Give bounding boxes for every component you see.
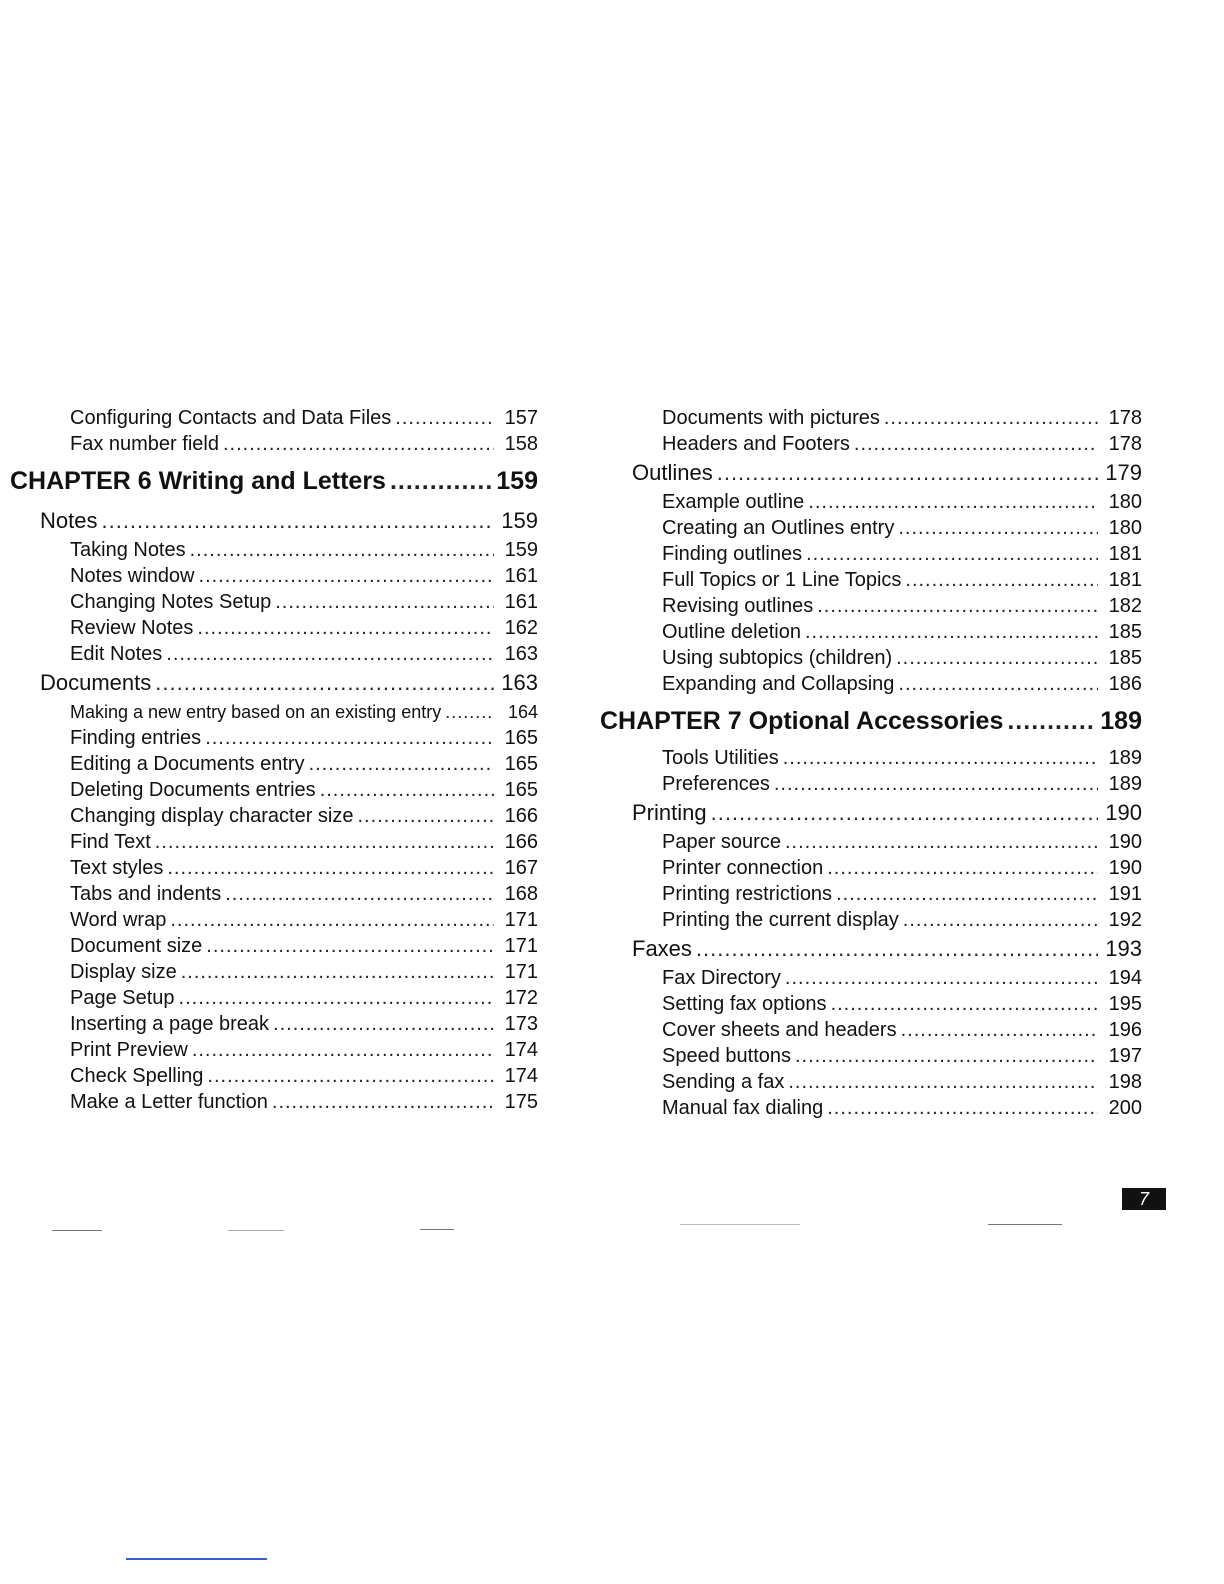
toc-entry-page: 161 — [504, 565, 538, 587]
toc-entry-sub — [10, 985, 538, 1011]
toc-entry-title: Fax Directory — [662, 967, 781, 989]
toc-dot-leader — [795, 1043, 1098, 1069]
toc-entry-page: 182 — [1108, 595, 1142, 617]
toc-dot-leader — [275, 589, 494, 615]
toc-entry-page: 164 — [507, 702, 538, 722]
toc-entry-title: Setting fax options — [662, 993, 827, 1015]
toc-dot-leader — [774, 771, 1098, 797]
toc-dot-leader — [179, 985, 494, 1011]
toc-entry-title: Notes window — [70, 565, 195, 587]
toc-entry-page: 189 — [1100, 707, 1142, 735]
toc-dot-leader — [207, 1063, 494, 1089]
toc-dot-leader — [898, 515, 1098, 541]
toc-dot-leader — [197, 615, 494, 641]
toc-entry-page: 181 — [1108, 543, 1142, 565]
toc-dot-leader — [827, 1095, 1098, 1121]
toc-entry-title: Revising outlines — [662, 595, 814, 617]
toc-dot-leader — [905, 567, 1098, 593]
toc-entry-sub — [600, 1017, 1142, 1043]
toc-entry-title: Printer connection — [662, 857, 824, 879]
toc-entry-page: 159 — [501, 508, 538, 533]
toc-entry-sub — [600, 745, 1142, 771]
toc-entry-title: Find Text — [70, 831, 151, 853]
toc-entry-page: 200 — [1108, 1097, 1142, 1119]
toc-dot-leader — [395, 405, 494, 431]
toc-dot-leader — [903, 907, 1098, 933]
toc-entry-page: 178 — [1108, 407, 1142, 429]
toc-entry-sub — [10, 615, 538, 641]
toc-dot-leader — [170, 907, 494, 933]
toc-entry-section — [600, 797, 1142, 829]
toc-entry-page: 181 — [1108, 569, 1142, 591]
toc-entry-page: 159 — [496, 467, 538, 495]
toc-dot-leader — [817, 593, 1098, 619]
toc-entry-title: Check Spelling — [70, 1065, 204, 1087]
toc-entry-sub — [10, 589, 538, 615]
toc-entry-page: 173 — [504, 1013, 538, 1035]
toc-entry-page: 171 — [504, 935, 538, 957]
toc-entry-title: Document size — [70, 935, 203, 957]
toc-entry-page: 165 — [504, 779, 538, 801]
toc-dot-leader — [805, 619, 1098, 645]
toc-entry-page: 178 — [1108, 433, 1142, 455]
toc-entry-title: Paper source — [662, 831, 781, 853]
toc-entry-page: 167 — [504, 857, 538, 879]
toc-entry-title: Speed buttons — [662, 1045, 791, 1067]
toc-entry-sub — [10, 751, 538, 777]
toc-entry-sub — [600, 405, 1142, 431]
toc-entry-sub — [10, 1011, 538, 1037]
toc-entry-page: 163 — [501, 670, 538, 695]
toc-dot-leader — [181, 959, 494, 985]
toc-dot-leader — [206, 933, 494, 959]
toc-entry-section — [600, 457, 1142, 489]
toc-entry-sub — [600, 1043, 1142, 1069]
toc-entry-title: Faxes — [632, 936, 692, 961]
toc-entry-sub — [10, 699, 538, 725]
toc-dot-leader — [898, 671, 1098, 697]
toc-entry-sub — [10, 777, 538, 803]
toc-entry-title: Manual fax dialing — [662, 1097, 824, 1119]
toc-entry-title: Edit Notes — [70, 643, 163, 665]
toc-entry-sub — [10, 829, 538, 855]
toc-entry-sub — [600, 829, 1142, 855]
toc-dot-leader — [320, 777, 494, 803]
toc-entry-page: 185 — [1108, 647, 1142, 669]
toc-entry-title: Tools Utilities — [662, 747, 779, 769]
toc-entry-page: 195 — [1108, 993, 1142, 1015]
scan-artifact-line — [988, 1224, 1062, 1225]
toc-entry-page: 168 — [504, 883, 538, 905]
toc-entry-chapter — [10, 461, 538, 501]
toc-entry-sub — [10, 1063, 538, 1089]
toc-dot-leader — [155, 829, 494, 855]
toc-entry-title: Display size — [70, 961, 177, 983]
toc-entry-title: Finding entries — [70, 727, 202, 749]
toc-entry-title: Full Topics or 1 Line Topics — [662, 569, 902, 591]
toc-entry-page: 193 — [1105, 936, 1142, 961]
toc-dot-leader — [896, 645, 1098, 671]
toc-entry-section — [10, 505, 538, 537]
toc-dot-leader — [717, 457, 1098, 489]
toc-dot-leader — [788, 1069, 1098, 1095]
toc-entry-title: Sending a fax — [662, 1071, 785, 1093]
toc-entry-title: Inserting a page break — [70, 1013, 270, 1035]
toc-entry-sub — [600, 489, 1142, 515]
toc-entry-sub — [10, 725, 538, 751]
toc-entry-title: Printing — [632, 800, 707, 825]
toc-entry-title: Print Preview — [70, 1039, 188, 1061]
toc-entry-page: 165 — [504, 753, 538, 775]
toc-dot-leader — [273, 1011, 494, 1037]
toc-dot-leader — [808, 489, 1098, 515]
toc-entry-page: 159 — [504, 539, 538, 561]
toc-dot-leader — [785, 829, 1098, 855]
toc-entry-title: Taking Notes — [70, 539, 186, 561]
toc-dot-leader — [445, 699, 494, 725]
toc-entry-title: Fax number field — [70, 433, 219, 455]
toc-entry-sub — [600, 431, 1142, 457]
toc-entry-sub — [600, 541, 1142, 567]
scan-artifact-line — [680, 1224, 800, 1225]
toc-entry-title: Printing the current display — [662, 909, 899, 931]
toc-entry-sub — [600, 991, 1142, 1017]
toc-entry-page: 162 — [504, 617, 538, 639]
toc-entry-title: Expanding and Collapsing — [662, 673, 895, 695]
toc-dot-leader — [390, 461, 492, 501]
toc-entry-sub — [10, 855, 538, 881]
toc-entry-page: 185 — [1108, 621, 1142, 643]
toc-entry-title: Changing display character size — [70, 805, 354, 827]
toc-entry-sub — [600, 771, 1142, 797]
toc-dot-leader — [785, 965, 1098, 991]
toc-entry-title: Finding outlines — [662, 543, 803, 565]
toc-dot-leader — [806, 541, 1098, 567]
toc-entry-title: Documents — [40, 670, 152, 695]
toc-entry-page: 190 — [1108, 857, 1142, 879]
scan-artifact-line — [52, 1230, 102, 1231]
toc-entry-sub — [600, 619, 1142, 645]
toc-entry-section — [10, 667, 538, 699]
toc-entry-page: 165 — [504, 727, 538, 749]
toc-entry-page: 191 — [1108, 883, 1142, 905]
toc-entry-sub — [10, 641, 538, 667]
toc-dot-leader — [223, 431, 494, 457]
toc-entry-sub — [10, 405, 538, 431]
toc-dot-leader — [155, 667, 494, 699]
toc-entry-page: 190 — [1108, 831, 1142, 853]
toc-entry-page: 190 — [1105, 800, 1142, 825]
toc-entry-sub — [600, 965, 1142, 991]
toc-entry-title: Outline deletion — [662, 621, 801, 643]
toc-dot-leader — [854, 431, 1098, 457]
toc-entry-page: 180 — [1108, 517, 1142, 539]
toc-entry-title: Making a new entry based on an existing entry — [70, 702, 442, 722]
toc-entry-sub — [600, 671, 1142, 697]
toc-entry-page: 197 — [1108, 1045, 1142, 1067]
toc-entry-page: 175 — [504, 1091, 538, 1113]
toc-entry-page: 196 — [1108, 1019, 1142, 1041]
toc-entry-title: Editing a Documents entry — [70, 753, 305, 775]
toc-entry-title: Text styles — [70, 857, 164, 879]
toc-right-column — [600, 405, 1142, 1121]
toc-dot-leader — [1007, 701, 1096, 741]
bottom-rule — [126, 1558, 267, 1560]
toc-entry-chapter — [600, 701, 1142, 741]
toc-entry-title: Review Notes — [70, 617, 194, 639]
toc-entry-page: 189 — [1108, 773, 1142, 795]
toc-entry-page: 171 — [504, 909, 538, 931]
toc-dot-leader — [358, 803, 495, 829]
toc-entry-title: Word wrap — [70, 909, 167, 931]
toc-entry-page: 158 — [504, 433, 538, 455]
toc-entry-sub — [10, 431, 538, 457]
toc-dot-leader — [783, 745, 1098, 771]
toc-dot-leader — [225, 881, 494, 907]
toc-entry-page: 172 — [504, 987, 538, 1009]
toc-left-column — [10, 405, 538, 1115]
toc-entry-sub — [10, 1089, 538, 1115]
toc-entry-title: Notes — [40, 508, 98, 533]
toc-entry-title: CHAPTER 7 Optional Accessories — [600, 707, 1004, 735]
toc-dot-leader — [827, 855, 1098, 881]
toc-entry-title: Cover sheets and headers — [662, 1019, 897, 1041]
toc-entry-title: Changing Notes Setup — [70, 591, 272, 613]
toc-dot-leader — [309, 751, 494, 777]
toc-entry-sub — [10, 907, 538, 933]
toc-entry-page: 157 — [504, 407, 538, 429]
toc-entry-sub — [10, 1037, 538, 1063]
toc-entry-title: Documents with pictures — [662, 407, 880, 429]
toc-entry-page: 189 — [1108, 747, 1142, 769]
toc-entry-page: 192 — [1108, 909, 1142, 931]
toc-dot-leader — [205, 725, 494, 751]
toc-entry-title: Configuring Contacts and Data Files — [70, 407, 392, 429]
toc-entry-page: 186 — [1108, 673, 1142, 695]
toc-dot-leader — [272, 1089, 494, 1115]
toc-entry-sub — [600, 881, 1142, 907]
toc-entry-sub — [600, 1095, 1142, 1121]
page-number-badge: 7 — [1122, 1188, 1166, 1210]
toc-dot-leader — [190, 537, 494, 563]
toc-entry-title: Headers and Footers — [662, 433, 850, 455]
toc-entry-sub — [10, 933, 538, 959]
toc-entry-sub — [10, 881, 538, 907]
toc-dot-leader — [192, 1037, 494, 1063]
toc-entry-page: 174 — [504, 1065, 538, 1087]
toc-entry-page: 161 — [504, 591, 538, 613]
toc-dot-leader — [901, 1017, 1098, 1043]
toc-dot-leader — [711, 797, 1098, 829]
toc-entry-sub — [10, 537, 538, 563]
toc-dot-leader — [696, 933, 1098, 965]
toc-entry-title: Preferences — [662, 773, 770, 795]
toc-entry-sub — [600, 907, 1142, 933]
toc-entry-page: 166 — [504, 805, 538, 827]
toc-entry-page: 194 — [1108, 967, 1142, 989]
toc-entry-sub — [600, 645, 1142, 671]
toc-entry-page: 174 — [504, 1039, 538, 1061]
toc-dot-leader — [831, 991, 1098, 1017]
toc-entry-page: 180 — [1108, 491, 1142, 513]
toc-entry-title: Example outline — [662, 491, 805, 513]
toc-entry-page: 163 — [504, 643, 538, 665]
toc-entry-sub — [600, 515, 1142, 541]
toc-entry-sub — [600, 855, 1142, 881]
toc-dot-leader — [101, 505, 494, 537]
toc-entry-page: 171 — [504, 961, 538, 983]
scan-artifact-line — [228, 1230, 284, 1231]
toc-entry-sub — [10, 803, 538, 829]
toc-entry-title: Creating an Outlines entry — [662, 517, 895, 539]
toc-entry-sub — [600, 593, 1142, 619]
toc-entry-title: Outlines — [632, 460, 713, 485]
scan-artifact-line — [420, 1229, 454, 1230]
toc-entry-title: Printing restrictions — [662, 883, 833, 905]
toc-entry-page: 179 — [1105, 460, 1142, 485]
toc-dot-leader — [884, 405, 1098, 431]
toc-dot-leader — [166, 641, 494, 667]
toc-entry-sub — [10, 959, 538, 985]
toc-entry-sub — [600, 567, 1142, 593]
toc-dot-leader — [167, 855, 494, 881]
toc-entry-title: CHAPTER 6 Writing and Letters — [10, 467, 386, 495]
toc-entry-title: Using subtopics (children) — [662, 647, 893, 669]
toc-entry-title: Tabs and indents — [70, 883, 222, 905]
toc-dot-leader — [836, 881, 1098, 907]
toc-dot-leader — [199, 563, 494, 589]
toc-entry-page: 166 — [504, 831, 538, 853]
toc-entry-sub — [600, 1069, 1142, 1095]
toc-entry-title: Page Setup — [70, 987, 175, 1009]
toc-entry-title: Make a Letter function — [70, 1091, 268, 1113]
toc-entry-page: 198 — [1108, 1071, 1142, 1093]
toc-entry-title: Deleting Documents entries — [70, 779, 316, 801]
toc-entry-section — [600, 933, 1142, 965]
toc-entry-sub — [10, 563, 538, 589]
